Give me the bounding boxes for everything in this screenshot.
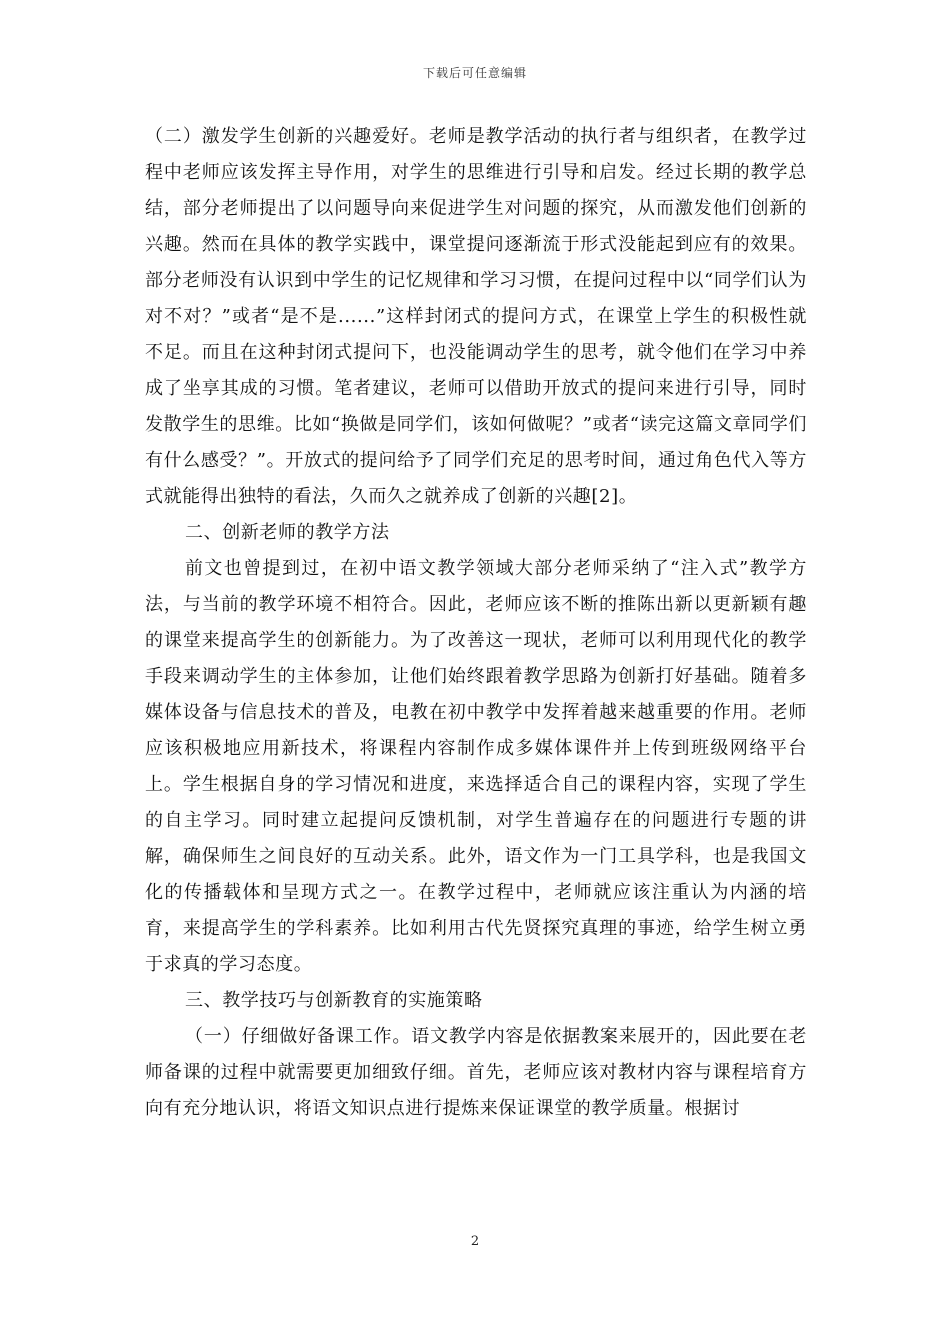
paragraph-interest: （二）激发学生创新的兴趣爱好。老师是教学活动的执行者与组织者，在教学过程中老师应该发挥主导作用，对学生的思维进行引导和启发。经过长期的教学总结，部分老师提出了以问题导向来促进学生对问题的探究，从而激发他们创新的兴趣。然而在具体的教学实践中，课堂提问逐渐流于形式没能起到应有的效果。部分老师没有认识到中学生的记忆规律和学习习惯，在提问过程中以“同学们认为对不对？”或者“是不是......”这样封闭式的提问方式，在课堂上学生的积极性就不足。而且在这种封闭式提问下，也没能调动学生的思考，就令他们在学习中养成了坐享其成的习惯。笔者建议，老师可以借助开放式的提问来进行引导，同时发散学生的思维。比如“换做是同学们，该如何做呢？”或者“读完这篇文章同学们有什么感受？”。开放式的提问给予了同学们充足的思考时间，通过角色代入等方式就能得出独特的看法，久而久之就养成了创新的兴趣[2]。 — [145, 126, 807, 507]
page-header: 下载后可任意编辑 — [422, 66, 527, 80]
section-heading-strategies: 三、教学技巧与创新教育的实施策略 — [185, 990, 483, 1011]
document-body — [145, 119, 807, 1127]
paragraph-teaching-methods: 前文也曾提到过，在初中语文教学领域大部分老师采纳了“注入式”教学方法，与当前的教学环境不相符合。因此，老师应该不断的推陈出新以更新颖有趣的课堂来提高学生的创新能力。为了改善这一现状，老师可以利用现代化的教学手段来调动学生的主体参加，让他们始终跟着教学思路为创新打好基础。随着多媒体设备与信息技术的普及，电教在初中教学中发挥着越来越重要的作用。老师应该积极地应用新技术，将课程内容制作成多媒体课件并上传到班级网络平台上。学生根据自身的学习情况和进度，来选择适合自己的课程内容，实现了学生的自主学习。同时建立起提问反馈机制，对学生普遍存在的问题进行专题的讲解，确保师生之间良好的互动关系。此外，语文作为一门工具学科，也是我国文化的传播载体和呈现方式之一。在教学过程中，老师就应该注重认为内涵的培育，来提高学生的学科素养。比如利用古代先贤探究真理的事迹，给学生树立勇于求真的学习态度。 — [145, 558, 807, 975]
page-number: 2 — [470, 1234, 480, 1249]
section-heading-teaching-methods: 二、创新老师的教学方法 — [185, 522, 390, 543]
paragraph-lesson-prep: （一）仔细做好备课工作。语文教学内容是依据教案来展开的，因此要在老师备课的过程中就需要更加细致仔细。首先，老师应该对教材内容与课程培育方向有充分地认识，将语文知识点进行提炼来保证课堂的教学质量。根据讨 — [145, 1026, 807, 1119]
